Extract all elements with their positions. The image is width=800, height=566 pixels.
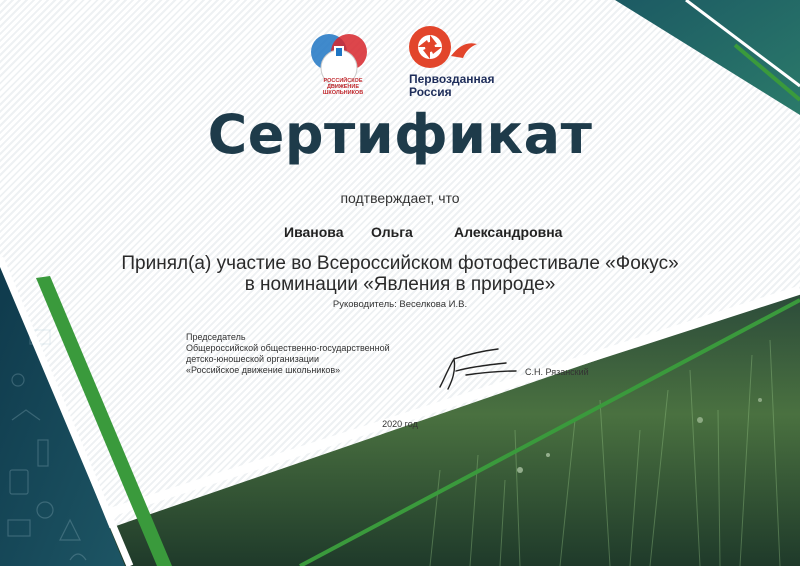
pervozdannaya-logo-text bbox=[409, 73, 494, 99]
patronymic: Александровна bbox=[454, 224, 563, 240]
rds-logo-line1: РОССИЙСКОЕ bbox=[323, 78, 363, 84]
signature bbox=[436, 345, 522, 391]
signer-name: С.Н. Рязанский bbox=[525, 367, 589, 377]
nomination-text: в номинации «Явления в природе» bbox=[244, 274, 556, 295]
year-text: 2020 год bbox=[382, 419, 418, 429]
chairman-block bbox=[186, 332, 390, 376]
last-name: Иванова bbox=[284, 224, 344, 240]
leader-text: Руководитель: Веселкова И.В. bbox=[332, 299, 468, 310]
chair-line: Общероссийской общественно-государственной bbox=[186, 343, 390, 353]
rds-logo-line2: ДВИЖЕНИЕ ШКОЛЬНИКОВ bbox=[322, 84, 364, 96]
rds-logo-text bbox=[319, 78, 367, 96]
camera-aperture-icon bbox=[407, 24, 453, 70]
pr-logo-line2: Россия bbox=[409, 85, 452, 99]
chair-line: детско-юношеской организации bbox=[186, 354, 319, 364]
first-name: Ольга bbox=[371, 224, 413, 240]
certificate-title: Сертификат bbox=[207, 103, 593, 166]
chair-line: Председатель bbox=[186, 332, 246, 342]
chair-line: «Российское движение школьников» bbox=[186, 365, 341, 375]
participation-text: Принял(а) участие во Всероссийском фотофестивале «Фокус» bbox=[121, 253, 679, 274]
confirms-text: подтверждает, что bbox=[340, 190, 460, 206]
fox-tail-icon bbox=[449, 38, 479, 60]
pr-logo-line1: Первозданная bbox=[409, 72, 495, 86]
